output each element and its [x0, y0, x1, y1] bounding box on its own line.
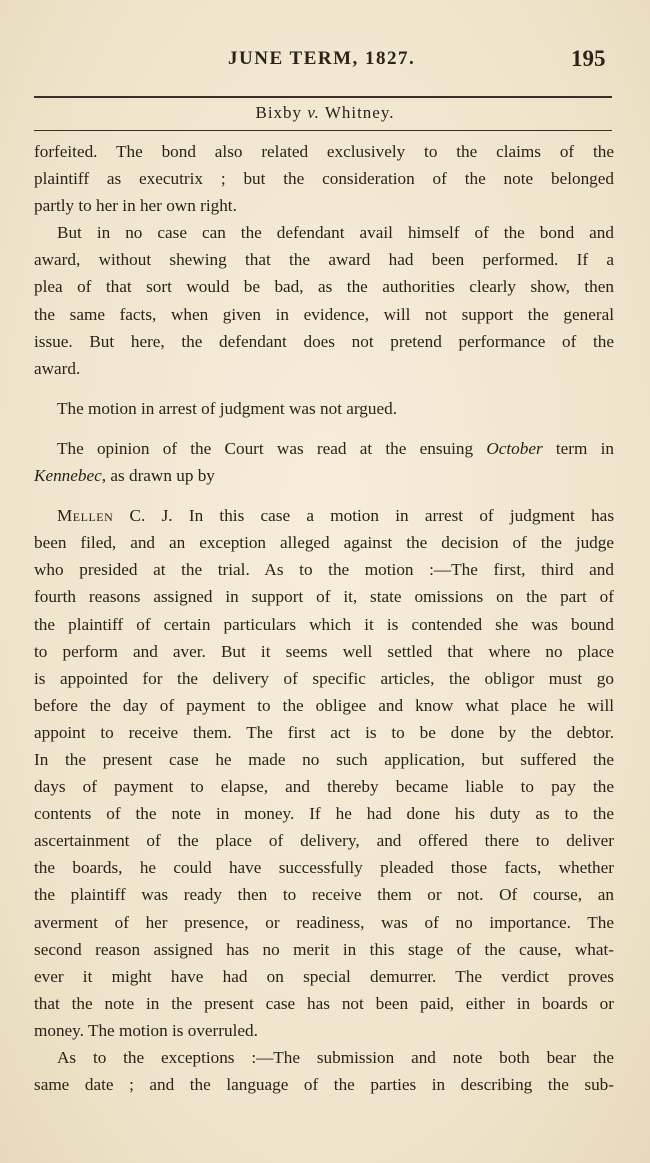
text-line: is appointed for the delivery of specific articles, the obligor must go [34, 668, 614, 688]
text-line: fourth reasons assigned in support of it, state omissions on the part of [34, 587, 614, 607]
paragraph [34, 395, 614, 422]
text-line: to perform and aver. But it seems well settled that where no place [34, 641, 614, 661]
text-line: second reason assigned has no merit in this stage of the cause, what- [34, 939, 614, 959]
text-line: issue. But here, the defendant does not pretend performance of the [34, 331, 614, 351]
text-line: But in no case can the defendant avail himself of the bond and [57, 223, 614, 243]
text-line [34, 462, 614, 489]
text-segment: , as drawn up by [101, 466, 215, 486]
text-segment: In this case a motion in arrest of judgment has [172, 506, 615, 526]
running-head [0, 46, 650, 76]
paragraph-gap [34, 489, 614, 502]
text-line: the plaintiff was ready then to receive them or not. Of course, an [34, 885, 614, 905]
text-line: same date ; and the language of the parties in describing the sub- [34, 1075, 614, 1095]
text-line: award. [34, 358, 81, 378]
paragraph [34, 435, 614, 489]
text-line: that the note in the present case has not been paid, either in boards or [34, 993, 614, 1013]
paragraph [34, 1044, 614, 1098]
case-versus: v. [307, 103, 320, 122]
paragraph [34, 502, 614, 1044]
body-text [34, 138, 614, 1098]
text-segment: term in [542, 438, 614, 458]
text-line: before the day of payment to the obligee and know what place he will [34, 695, 614, 715]
text-line: the same facts, when given in evidence, will not support the general [34, 304, 614, 324]
text-line: contents of the note in money. If he had done his duty as to the [34, 804, 614, 824]
page-number: 195 [571, 46, 606, 71]
paragraph [34, 219, 614, 382]
header-rule [34, 96, 612, 98]
text-line: ascertainment of the place of delivery, and offered there to deliver [34, 831, 614, 851]
text-line: plea of that sort would be bad, as the authorities clearly show, then [34, 277, 614, 297]
paragraph [34, 138, 614, 219]
case-plaintiff: Bixby [255, 103, 303, 122]
text-line: the plaintiff of certain particulars which it is contended she was bound [34, 614, 614, 634]
text-line: forfeited. The bond also related exclusively to the claims of the [34, 142, 614, 161]
text-line: money. The motion is overruled. [34, 1020, 258, 1040]
case-title-rule [34, 130, 612, 131]
text-line [34, 502, 614, 529]
italic-month: October [486, 438, 543, 458]
text-line: partly to her in her own right. [34, 196, 237, 216]
judge-title: C. J. [113, 506, 173, 526]
italic-county: Kennebec [34, 466, 102, 486]
case-title [0, 103, 650, 123]
case-defendant: Whitney. [324, 103, 395, 122]
text-line: plaintiff as executrix ; but the consideration of the note belonged [34, 169, 614, 189]
text-line: The motion in arrest of judgment was not argued. [57, 398, 398, 418]
text-line: averment of her presence, or readiness, was of no importance. The [34, 912, 614, 932]
judge-name: Mellen [57, 506, 114, 526]
text-line: days of payment to elapse, and thereby became liable to pay the [34, 777, 614, 797]
text-line: award, without shewing that the award had been performed. If a [34, 250, 614, 270]
text-line: ever it might have had on special demurrer. The verdict proves [34, 966, 614, 986]
text-line: appoint to receive them. The first act is to be done by the debtor. [34, 722, 614, 742]
paragraph-gap [34, 382, 614, 395]
text-line: been filed, and an exception alleged against the decision of the judge [34, 533, 614, 553]
text-line: As to the exceptions :—The submission and note both bear the [57, 1048, 614, 1067]
text-line [34, 435, 614, 462]
text-line: In the present case he made no such application, but suffered the [34, 749, 614, 769]
paragraph-gap [34, 422, 614, 435]
text-line: who presided at the trial. As to the motion :—The first, third and [34, 560, 614, 580]
text-line: the boards, he could have successfully pleaded those facts, whether [34, 858, 614, 878]
running-title: JUNE TERM, 1827. [228, 48, 416, 69]
text-segment: The opinion of the Court was read at the ensuing [57, 438, 487, 458]
